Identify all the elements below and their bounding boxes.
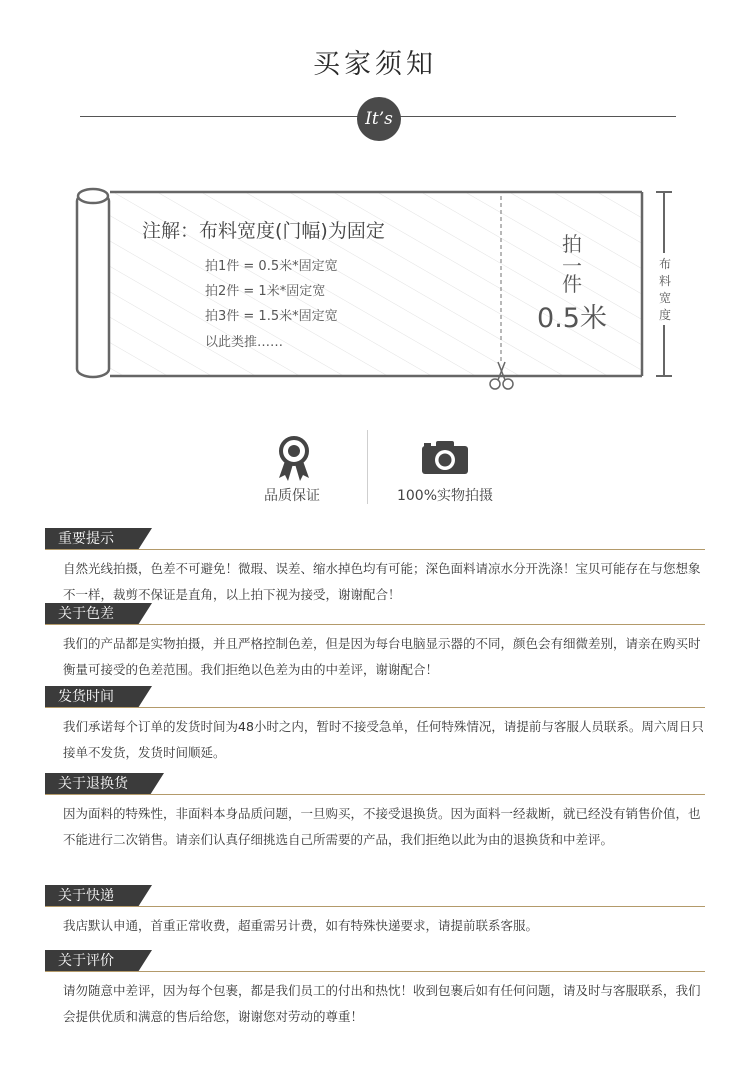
note-line-2: 拍2件 = 1米*固定宽 xyxy=(205,284,326,299)
section-title: 关于评价 xyxy=(45,950,138,972)
fabric-roll-icon xyxy=(77,189,109,377)
note-line-4: 以此类推…… xyxy=(205,335,284,350)
amount-label: 0.5米 xyxy=(537,303,607,334)
width-label-2: 料 xyxy=(658,274,671,288)
section-text: 因为面料的特殊性，非面料本身品质问题，一旦购买，不接受退换货。因为面料一经裁断，就已经没有销售价值，也不能进行二次销售。请亲们认真仔细挑选自己所需要的产品，我们拒绝以此为由的退换货和中差评。 xyxy=(63,806,701,847)
real-photo-label: 100%实物拍摄 xyxy=(396,488,494,504)
camera-icon xyxy=(421,441,469,475)
section-title: 关于色差 xyxy=(45,603,138,625)
yi-label: 一 xyxy=(562,254,582,278)
width-label-4: 度 xyxy=(658,308,671,322)
section-text: 我们的产品都是实物拍摄，并且严格控制色差，但是因为每台电脑显示器的不同，颜色会有细微差别，请亲在购买时衡量可接受的色差范围。我们拒绝以色差为由的中差评，谢谢配合！ xyxy=(63,636,701,677)
section-title: 发货时间 xyxy=(45,686,138,708)
section-text: 自然光线拍摄，色差不可避免！微瑕、误差、缩水掉色均有可能；深色面料请凉水分开洗涤！宝贝可能存在与您想象不一样，裁剪不保证是直角，以上拍下视为接受，谢谢配合！ xyxy=(63,561,701,602)
section-title: 关于快递 xyxy=(45,885,138,907)
width-label-1: 布 xyxy=(658,257,671,271)
section-title: 重要提示 xyxy=(45,528,138,550)
section-text: 我店默认申通，首重正常收费，超重需另计费，如有特殊快递要求，请提前联系客服。 xyxy=(63,918,539,933)
note-line-3: 拍3件 = 1.5米*固定宽 xyxy=(205,309,338,324)
its-badge: It’s xyxy=(357,97,401,141)
note-line-1: 拍1件 = 0.5米*固定宽 xyxy=(205,259,338,274)
section-color-difference xyxy=(45,603,705,683)
width-label-3: 宽 xyxy=(658,291,671,305)
section-returns xyxy=(45,773,705,853)
section-text: 请勿随意中差评，因为每个包裹，都是我们员工的付出和热忱！收到包裹后如有任何问题，请及时与客服联系，我们会提供优质和满意的售后给您，谢谢您对劳动的尊重！ xyxy=(63,983,701,1024)
features-divider xyxy=(367,430,368,504)
jian-label: 件 xyxy=(562,272,582,296)
section-reviews xyxy=(45,950,705,1030)
section-important xyxy=(45,528,705,608)
quality-guarantee-label: 品质保证 xyxy=(264,488,320,504)
section-shipping-time xyxy=(45,686,705,766)
pai-label: 拍 xyxy=(562,232,582,256)
fabric-roll-diagram xyxy=(0,0,750,410)
page-title: 买家须知 xyxy=(313,49,437,80)
fabric-note-title: 注解：布料宽度(门幅)为固定 xyxy=(142,220,385,242)
section-title: 关于退换货 xyxy=(45,773,150,795)
section-delivery xyxy=(45,885,705,939)
ribbon-award-icon xyxy=(274,436,314,482)
section-text: 我们承诺每个订单的发货时间为48小时之内，暂时不接受急单，任何特殊情况，请提前与客服人员联系。周六周日只接单不发货，发货时间顺延。 xyxy=(63,719,704,760)
